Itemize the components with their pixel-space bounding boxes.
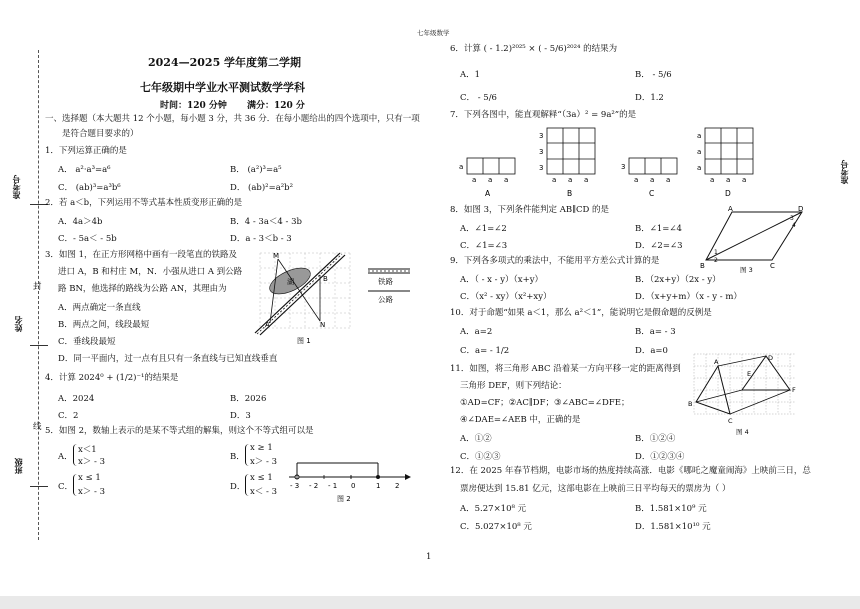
q8-option-c[interactable]: C．∠1=∠3 xyxy=(460,241,508,251)
figure-2 xyxy=(285,455,415,505)
q7-b-side-1: 3 xyxy=(539,132,544,140)
q3-option-b[interactable]: B．两点之间，线段最短 xyxy=(58,320,150,330)
q7-c-bottom-1: a xyxy=(634,176,639,184)
binding-line xyxy=(38,50,39,540)
fig2-caption: 图 2 xyxy=(337,495,351,503)
q6-stem: 6．计算 ( - 1.2)²⁰²⁵ × ( - 5/6)²⁰²⁴ 的结果为 xyxy=(450,44,618,54)
q7-figure-d xyxy=(705,128,753,174)
q12-line1: 12．在 2025 年春节档期，电影市场的热度持续高涨．电影《哪吒之魔童闹海》上映前三日，总 xyxy=(450,466,811,476)
q7-d-bottom-2: a xyxy=(726,176,731,184)
q7-c-side-label: 3 xyxy=(621,163,626,171)
tick-0: 0 xyxy=(351,482,356,490)
q7-d-bottom-1: a xyxy=(710,176,715,184)
legend-railway: 铁路 xyxy=(378,277,393,286)
figure-1-legend xyxy=(366,264,416,304)
q5-option-d-1[interactable]: x ≤ 1 xyxy=(250,473,273,483)
fig4-label-c: C xyxy=(728,417,733,425)
q3-option-a[interactable]: A．两点确定一条直线 xyxy=(58,303,141,313)
label-exam-number-right: 准考号 xyxy=(839,160,849,184)
q8-option-d[interactable]: D．∠2=∠3 xyxy=(635,241,683,251)
fig1-label-n: N xyxy=(320,321,326,329)
q7-a-side-label: a xyxy=(459,163,464,171)
q11-option-a[interactable]: A．①② xyxy=(460,434,492,444)
q3-line3: 路 BN，他选择的路线为公路 AN，其理由为 xyxy=(58,284,227,294)
q5-option-b-1[interactable]: x ≥ 1 xyxy=(250,443,273,453)
q5-option-a-1[interactable]: x＜1 xyxy=(78,445,97,455)
q12-option-c[interactable]: C．5.027×10⁸ 元 xyxy=(460,522,532,532)
q5-option-c-1[interactable]: x ≤ 1 xyxy=(78,473,101,483)
fig4-label-b: B xyxy=(688,400,693,408)
label-name: 姓名 xyxy=(13,316,23,332)
fig1-lake-label: 湖 xyxy=(287,278,294,286)
q9-option-a[interactable]: A．（ - x - y）（x+y） xyxy=(460,275,544,285)
tick-neg2: - 2 xyxy=(309,482,319,490)
label-class: 班级 xyxy=(13,458,23,474)
q2-option-d[interactable]: D．a - 3＜b - 3 xyxy=(230,234,292,244)
q4-option-c[interactable]: C．2 xyxy=(58,411,79,421)
label-exam-number: 准考号 xyxy=(11,175,21,199)
fig3-angle-4: 4 xyxy=(792,222,796,229)
section-heading-2: 是符合题目要求的） xyxy=(62,129,139,139)
q5-option-b-label[interactable]: B． xyxy=(230,452,245,462)
q7-figure-a xyxy=(467,158,515,174)
q2-stem: 2．若 a＜b，下列运用不等式基本性质变形正确的是 xyxy=(45,198,243,208)
q8-stem: 8．如图 3，下列条件能判定 AB∥CD 的是 xyxy=(450,205,610,215)
tick-2: 2 xyxy=(395,482,400,490)
fig3-angle-1: 1 xyxy=(714,249,718,256)
q9-option-c[interactable]: C．（x² - xy）（x²+xy） xyxy=(460,292,552,302)
title-time: 时间：120 分钟 xyxy=(160,101,227,111)
q5-option-a-2[interactable]: x＞ - 3 xyxy=(78,457,105,467)
q7-figure-c xyxy=(629,158,677,174)
fig1-label-b: B xyxy=(323,275,328,283)
fig4-label-d: D xyxy=(768,354,774,362)
q11-option-b[interactable]: B．①②④ xyxy=(635,434,676,444)
section-heading: 一、选择题（本大题共 12 个小题，每小题 3 分，共 36 分．在每小题给出的四个选项中，只有一项 xyxy=(45,114,420,124)
q7-b-bottom-3: a xyxy=(584,176,589,184)
q7-c-bottom-2: a xyxy=(650,176,655,184)
q1-option-b[interactable]: B． (a²)³=a⁵ xyxy=(230,165,282,175)
q7-d-side-3: a xyxy=(697,164,702,172)
q7-b-bottom-2: a xyxy=(568,176,573,184)
q2-option-b[interactable]: B．4 - 3a＜4 - 3b xyxy=(230,217,302,227)
fig4-label-e: E xyxy=(747,370,752,378)
q7-b-bottom-1: a xyxy=(552,176,557,184)
page-number: 1 xyxy=(426,552,432,562)
tick-neg3: - 3 xyxy=(290,482,300,490)
q9-option-b[interactable]: B．（2x+y）（2x - y） xyxy=(635,275,721,285)
figure-4 xyxy=(688,350,808,438)
q7-c-bottom-3: a xyxy=(666,176,671,184)
q5-option-a-label[interactable]: A． xyxy=(58,452,73,462)
q10-option-b[interactable]: B．a= - 3 xyxy=(635,327,676,337)
fig3-caption: 图 3 xyxy=(740,266,753,274)
q12-option-b[interactable]: B．1.581×10⁹ 元 xyxy=(635,504,707,514)
q6-option-a[interactable]: A．1 xyxy=(460,70,481,80)
q7-figure-b xyxy=(547,128,595,174)
q7-figure-b-label: B xyxy=(567,189,573,198)
q1-option-d[interactable]: D． (ab)²=a²b² xyxy=(230,183,294,193)
legend-road: 公路 xyxy=(378,295,393,304)
q10-option-a[interactable]: A．a=2 xyxy=(460,327,493,337)
q7-b-side-3: 3 xyxy=(539,164,544,172)
q5-option-c-label[interactable]: C． xyxy=(58,482,74,492)
q5-option-b-2[interactable]: x＞ - 3 xyxy=(250,457,277,467)
fig3-angle-2: 2 xyxy=(714,257,718,264)
blank-line xyxy=(30,486,48,487)
q7-stem: 7．下列各图中，能直观解释“（3a）² = 9a²”的是 xyxy=(450,110,637,120)
q8-option-b[interactable]: B．∠1=∠4 xyxy=(635,224,682,234)
fig4-caption: 图 4 xyxy=(736,428,749,436)
q11-line2: 三角形 DEF，则下列结论： xyxy=(460,381,567,391)
q7-figure-a-label: A xyxy=(485,189,491,198)
line-mark: 线 xyxy=(33,422,42,432)
q4-option-a[interactable]: A．2024 xyxy=(58,394,95,404)
q7-d-side-1: a xyxy=(697,132,702,140)
fig4-label-a: A xyxy=(714,358,719,366)
seal-mark: 封 xyxy=(33,282,42,292)
figure-1 xyxy=(240,245,365,345)
q5-stem: 5．如图 2，数轴上表示的是某不等式组的解集，则这个不等式组可以是 xyxy=(45,426,314,436)
fig1-caption: 图 1 xyxy=(297,337,311,345)
fig1-label-a: A xyxy=(265,321,270,329)
q1-option-c[interactable]: C． (ab)³=a³b⁶ xyxy=(58,183,121,193)
q6-option-d[interactable]: D．1.2 xyxy=(635,93,664,103)
tick-1: 1 xyxy=(376,482,381,490)
q11-line4: ④∠DAE=∠AEB 中，正确的是 xyxy=(460,415,581,425)
fig3-label-a: A xyxy=(728,205,733,213)
q12-line2: 票房便达到 15.81 亿元，这部电影在上映前三日平均每天的票房为（ ） xyxy=(460,484,731,494)
q6-option-c[interactable]: C． - 5/6 xyxy=(460,93,497,103)
q7-figure-d-label: D xyxy=(725,189,731,198)
q7-figures xyxy=(455,124,755,200)
q12-option-d[interactable]: D．1.581×10¹⁰ 元 xyxy=(635,522,711,532)
q11-option-c[interactable]: C．①②③ xyxy=(460,452,501,462)
q7-a-bottom-3: a xyxy=(504,176,509,184)
fig1-label-m: M xyxy=(273,252,280,260)
q10-stem: 10．对于命题“如果 a＜1，那么 a²＜1”，能说明它是假命题的反例是 xyxy=(450,308,712,318)
q10-option-c[interactable]: C．a= - 1/2 xyxy=(460,346,510,356)
q4-option-b[interactable]: B．2026 xyxy=(230,394,267,404)
q9-stem: 9．下列各多项式的乘法中，不能用平方差公式计算的是 xyxy=(450,256,660,266)
q7-d-side-2: a xyxy=(697,148,702,156)
tick-neg1: - 1 xyxy=(328,482,338,490)
q12-option-a[interactable]: A．5.27×10⁸ 元 xyxy=(460,504,527,514)
fig3-label-c: C xyxy=(770,262,775,270)
q10-option-d[interactable]: D．a=0 xyxy=(635,346,668,356)
q3-line1: 3．如图 1，在正方形网格中画有一段笔直的铁路及 xyxy=(45,250,238,260)
q7-figure-c-label: C xyxy=(649,189,655,198)
q8-option-a[interactable]: A．∠1=∠2 xyxy=(460,224,507,234)
q11-line1: 11．如图，将三角形 ABC 沿着某一方向平移一定的距离得到 xyxy=(450,364,681,374)
fig3-label-b: B xyxy=(700,262,705,270)
q1-option-a[interactable]: A． a²·a³=a⁶ xyxy=(58,165,111,175)
q3-option-c[interactable]: C．垂线段最短 xyxy=(58,337,116,347)
q6-option-b[interactable]: B． - 5/6 xyxy=(635,70,672,80)
title-exam: 七年级期中学业水平测试数学学科 xyxy=(140,81,305,94)
q2-option-a[interactable]: A．4a＞4b xyxy=(58,217,103,227)
title-year: 2024—2025 学年度第二学期 xyxy=(148,56,302,69)
q4-option-d[interactable]: D．3 xyxy=(230,411,251,421)
figure-3 xyxy=(700,204,812,276)
q7-b-side-2: 3 xyxy=(539,148,544,156)
q11-line3: ①AD=CF；②AC∥DF；③∠ABC=∠DFE； xyxy=(460,398,630,408)
q3-line2: 进口 A，B 和村庄 M，N．小强从进口 A 到公路 xyxy=(58,267,243,277)
q7-a-bottom-2: a xyxy=(488,176,493,184)
fig4-label-f: F xyxy=(792,386,796,394)
fig3-angle-3: 3 xyxy=(790,215,794,222)
q2-option-c[interactable]: C．- 5a＜ - 5b xyxy=(58,234,117,244)
q7-d-bottom-3: a xyxy=(742,176,747,184)
header-subject: 七年级数学 xyxy=(417,29,450,37)
title-score: 满分：120 分 xyxy=(247,101,305,111)
q5-option-d-label[interactable]: D． xyxy=(230,482,246,492)
q5-option-d-2[interactable]: x＜ - 3 xyxy=(250,487,277,497)
blank-line xyxy=(30,345,48,346)
q5-option-c-2[interactable]: x＞ - 3 xyxy=(78,487,105,497)
q11-option-d[interactable]: D．①②③④ xyxy=(635,452,685,462)
viewer-bottom-bar xyxy=(0,596,860,609)
q9-option-d[interactable]: D．（x+y+m）（x - y - m） xyxy=(635,292,742,302)
q4-stem: 4．计算 2024⁰ + (1/2)⁻¹的结果是 xyxy=(45,373,179,383)
fig3-label-d: D xyxy=(798,205,804,213)
q3-option-d[interactable]: D．同一平面内，过一点有且只有一条直线与已知直线垂直 xyxy=(58,354,278,364)
q7-a-bottom-1: a xyxy=(472,176,477,184)
q1-stem: 1．下列运算正确的是 xyxy=(45,146,127,156)
